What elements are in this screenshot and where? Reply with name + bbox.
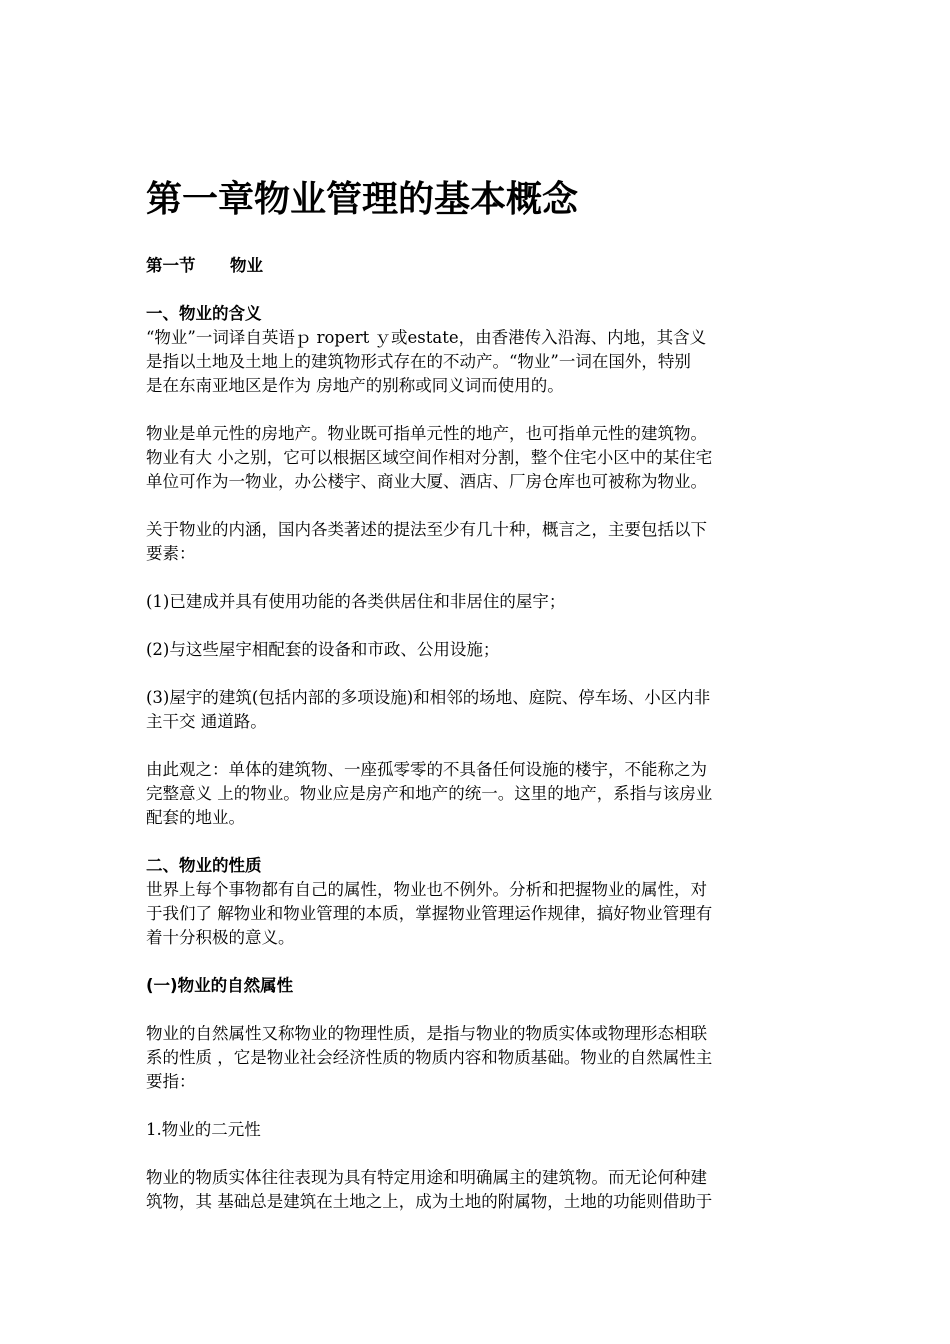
natural-attribute-heading: (一)物业的自然属性 <box>146 976 294 995</box>
text-line: 物业是单元性的房地产。物业既可指单元性的地产，也可指单元性的建筑物。 <box>146 424 707 443</box>
text-line: (1)已建成并具有使用功能的各类供居住和非居住的屋宇； <box>146 592 566 611</box>
point-heading-duality <box>146 1118 816 1142</box>
list-item-2 <box>146 638 816 662</box>
chapter-title: 第一章物业管理的基本概念 <box>146 179 579 220</box>
text-line: 单位可作为一物业，办公楼宇、商业大厦、酒店、厂房仓库也可被称为物业。 <box>146 472 707 491</box>
text-line: 配套的地业。 <box>146 808 245 827</box>
text-line: 由此观之：单体的建筑物、一座孤零零的不具备任何设施的楼宇，不能称之为 <box>146 760 707 779</box>
paragraph-meaning-1 <box>146 326 816 398</box>
text-line: 于我们了 解物业和物业管理的本质，掌握物业管理运作规律，搞好物业管理有 <box>146 904 713 923</box>
text-line: 是在东南亚地区是作为 房地产的别称或同义词而使用的。 <box>146 376 564 395</box>
subsection-heading-nature: 二、物业的性质 <box>146 856 262 875</box>
text-line: 世界上每个事物都有自己的属性，物业也不例外。分析和把握物业的属性，对 <box>146 880 707 899</box>
paragraph-nature-2 <box>146 1022 816 1094</box>
text-line: 主干交 通道路。 <box>146 712 267 731</box>
text-line: 要指： <box>146 1072 196 1091</box>
list-item-1 <box>146 590 816 614</box>
text-line: (2)与这些屋宇相配套的设备和市政、公用设施； <box>146 640 500 659</box>
text-line: 要素： <box>146 544 196 563</box>
text-line: 是指以土地及土地上的建筑物形式存在的不动产。“物业”一词在国外，特别 <box>146 352 691 371</box>
document-page <box>146 176 816 1238</box>
text-line: 1.物业的二元性 <box>146 1120 261 1139</box>
text-line: (3)屋宇的建筑(包括内部的多项设施)和相邻的场地、庭院、停车场、小区内非 <box>146 688 711 707</box>
text-line: 关于物业的内涵，国内各类著述的提法至少有几十种，概言之，主要包括以下 <box>146 520 707 539</box>
paragraph-meaning-3 <box>146 518 816 566</box>
text-line: “物业”一词译自英语ｐ ropert ｙ或estate，由香港传入沿海、内地，其含义 <box>146 328 707 347</box>
list-item-3 <box>146 686 816 734</box>
paragraph-nature-3 <box>146 1166 816 1214</box>
section-heading: 第一节 物业 <box>146 256 263 275</box>
text-line: 物业的自然属性又称物业的物理性质，是指与物业的物质实体或物理形态相联 <box>146 1024 707 1043</box>
paragraph-meaning-4 <box>146 758 816 830</box>
paragraph-nature-1 <box>146 878 816 950</box>
subsection-heading-meaning: 一、物业的含义 <box>146 304 262 323</box>
text-line: 着十分积极的意义。 <box>146 928 295 947</box>
text-line: 完整意义 上的物业。物业应是房产和地产的统一。这里的地产，系指与该房业 <box>146 784 713 803</box>
text-line: 筑物，其 基础总是建筑在土地之上，成为土地的附属物，土地的功能则借助于 <box>146 1192 713 1211</box>
text-line: 系的性质 ，它是物业社会经济性质的物质内容和物质基础。物业的自然属性主 <box>146 1048 713 1067</box>
paragraph-meaning-2 <box>146 422 816 494</box>
text-line: 物业有大 小之别，它可以根据区域空间作相对分割，整个住宅小区中的某住宅 <box>146 448 713 467</box>
text-line: 物业的物质实体往往表现为具有特定用途和明确属主的建筑物。而无论何种建 <box>146 1168 707 1187</box>
